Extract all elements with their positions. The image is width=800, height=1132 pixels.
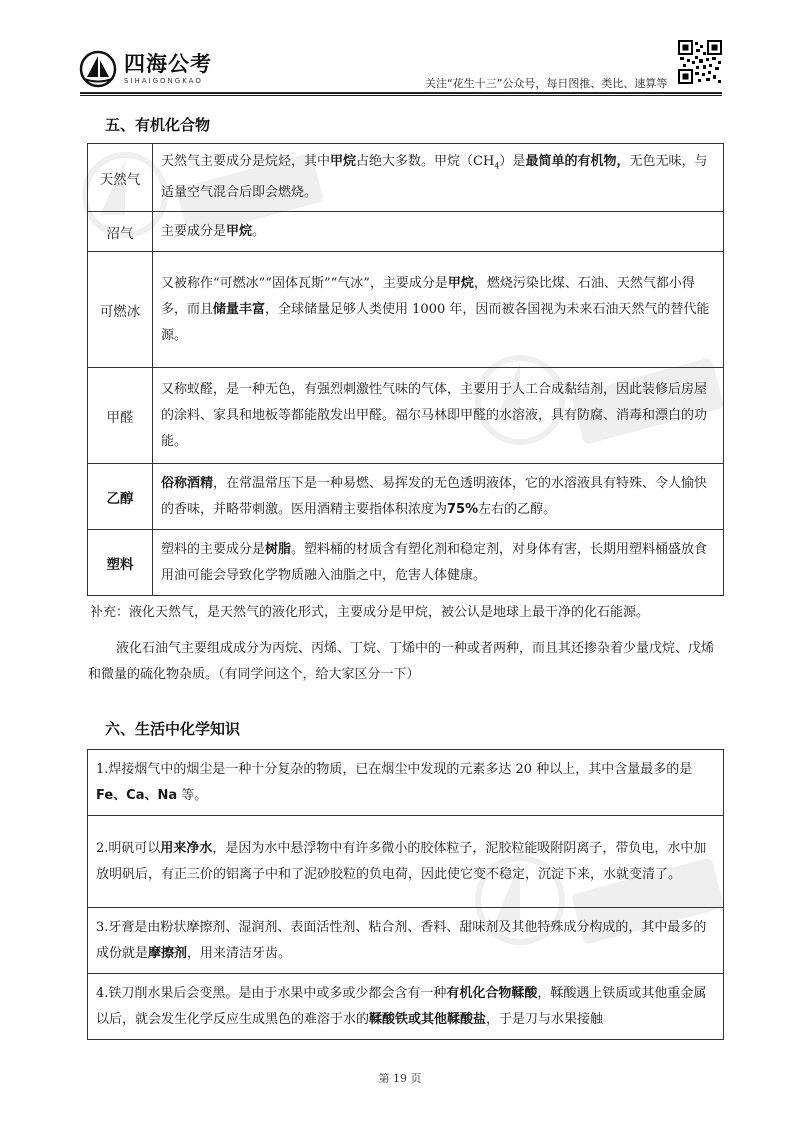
page-number: 第 19 页 [378, 1072, 422, 1085]
text: ，燃烧污染比煤、石油、天然气都小得多，而且 [161, 275, 695, 317]
logo-text-en: SIHAIGONGKAO [124, 77, 203, 85]
header-divider [80, 92, 722, 94]
term-cell: 甲醛 [88, 368, 153, 464]
table-row [88, 530, 724, 596]
subscript: 4 [494, 161, 500, 171]
text: 1.焊接烟气中的烟尘是一种十分复杂的物质，已在烟尘中发现的元素多达 20 种以上，其中含量最多的是 [96, 761, 693, 777]
list-item-text [88, 750, 724, 816]
description-cell [153, 368, 724, 464]
text: 。塑料桶的材质含有塑化剂和稳定剂，对身体有害，长期用塑料桶盛放食用油可能会导致化学物质融入油脂之中，危害人体健康。 [161, 541, 708, 583]
table-row [88, 464, 724, 530]
table-row [88, 144, 724, 212]
highlight-text: 储量丰富 [213, 301, 266, 317]
highlight-text: 树脂 [265, 541, 292, 557]
text: 左右的乙醇。 [478, 501, 557, 517]
text: 4.铁刀削水果后会变黑。是由于水果中或多或少都会含有一种 [96, 985, 447, 1001]
header-divider-thin [80, 95, 722, 96]
header-tagline: 关注“花生十三”公众号，每日图推、类比、速算等 [425, 77, 668, 90]
text: 又称蚁醛，是一种无色，有强烈刺激性气味的气体，主要用于人工合成黏结剂，因此装修后房屋的涂料、家具和地板等都能散发出甲醛。福尔马林即甲醛的水溶液，具有防腐、消毒和漂白的功能。 [161, 381, 708, 449]
text: 天然气主要成分是烷烃，其中 [161, 154, 331, 170]
text: ，在常温常压下是一种易燃、易挥发的无色透明液体，它的水溶液具有特殊、令人愉快的香味，并略带刺激。医用酒精主要指体积浓度为 [161, 475, 708, 517]
daily-chemistry-list [87, 749, 724, 1040]
table-row [88, 368, 724, 464]
text: 。 [252, 223, 266, 239]
page-header [0, 0, 800, 100]
highlight-text: 甲烷 [226, 223, 253, 239]
description-cell [153, 252, 724, 368]
description-cell [153, 144, 724, 212]
text: 占绝大多数。甲烷（CH [356, 154, 495, 170]
term-cell: 沼气 [88, 212, 153, 252]
list-item-text [88, 908, 724, 974]
description-cell [153, 212, 724, 252]
qr-code-icon [678, 40, 722, 84]
text: 主要成分是 [161, 223, 227, 239]
description-cell [153, 530, 724, 596]
supplement-note: 补充：液化天然气，是天然气的液化形式，主要成分是甲烷，被公认是地球上最干净的化石能源。 [90, 605, 650, 620]
text: 等。 [177, 787, 208, 803]
text: ，于是刀与水果接触 [486, 1011, 604, 1027]
term-cell: 天然气 [88, 144, 153, 212]
text: 无色无味，与适量空气混合后即会燃烧。 [161, 154, 708, 200]
section-title-daily-chemistry: 六、生活中化学知识 [105, 720, 241, 738]
highlight-text: 鞣酸铁或其他鞣酸盐 [369, 1011, 487, 1027]
highlight-text: Fe、Ca、Na [96, 787, 178, 803]
logo [78, 50, 212, 88]
highlight-text: 用来净水 [160, 840, 213, 856]
highlight-text: 甲烷 [447, 275, 474, 291]
text: ，是因为水中悬浮物中有许多微小的胶体粒子，泥胶粒能吸附阴离子，带负电，水中加放明矾后，有正三价的铝离子中和了泥砂胶粒的负电荷，因此使它变不稳定，沉淀下来，水就变清了。 [96, 840, 707, 882]
text: ，鞣酸遇上铁质或其他重金属以后，就会发生化学反应生成黑色的难溶于水的 [96, 985, 707, 1027]
list-item [88, 750, 724, 816]
text: ）是 [499, 154, 526, 170]
table-row [88, 212, 724, 252]
text: ，全球储量足够人类使用 1000 年，因而被各国视为未来石油天然气的替代能源。 [161, 301, 710, 343]
table-row [88, 252, 724, 368]
list-item [88, 908, 724, 974]
highlight-text: 摩擦剂 [148, 945, 188, 961]
text: 又被称作“可燃冰”“固体瓦斯”“气冰”，主要成分是 [161, 275, 448, 291]
term-cell: 可燃冰 [88, 252, 153, 368]
text: 塑料的主要成分是 [161, 541, 266, 557]
list-item [88, 816, 724, 908]
logo-text-cn: 四海公考 [124, 52, 212, 76]
description-cell [153, 464, 724, 530]
sailboat-logo-icon [78, 50, 118, 88]
list-item-text [88, 974, 724, 1040]
highlight-text: 甲烷 [330, 154, 357, 170]
term-cell: 塑料 [88, 530, 153, 596]
highlight-text: 俗称酒精 [161, 475, 214, 491]
section-title-organic-compounds: 五、有机化合物 [105, 116, 211, 134]
text: 3.牙膏是由粉状摩擦剂、湿润剂、表面活性剂、粘合剂、香料、甜味剂及其他特殊成分构成的，其中最多的成份就是 [96, 919, 707, 961]
organic-compounds-table [87, 143, 724, 596]
text: ，用来清洁牙齿。 [187, 945, 292, 961]
list-item [88, 974, 724, 1040]
term-cell: 乙醇 [88, 464, 153, 530]
text: 2.明矾可以 [96, 840, 161, 856]
highlight-text: 有机化合物鞣酸 [446, 985, 538, 1001]
highlight-text: 75% [447, 501, 479, 517]
highlight-text: 最简单的有机物， [525, 154, 630, 170]
list-item-text [88, 816, 724, 908]
lpg-note: 液化石油气主要组成成分为丙烷、丙烯、丁烷、丁烯中的一种或者两种，而且其还掺杂着少量戊烷、戊烯和微量的硫化物杂质。（有同学问这个，给大家区分一下） [88, 641, 715, 682]
